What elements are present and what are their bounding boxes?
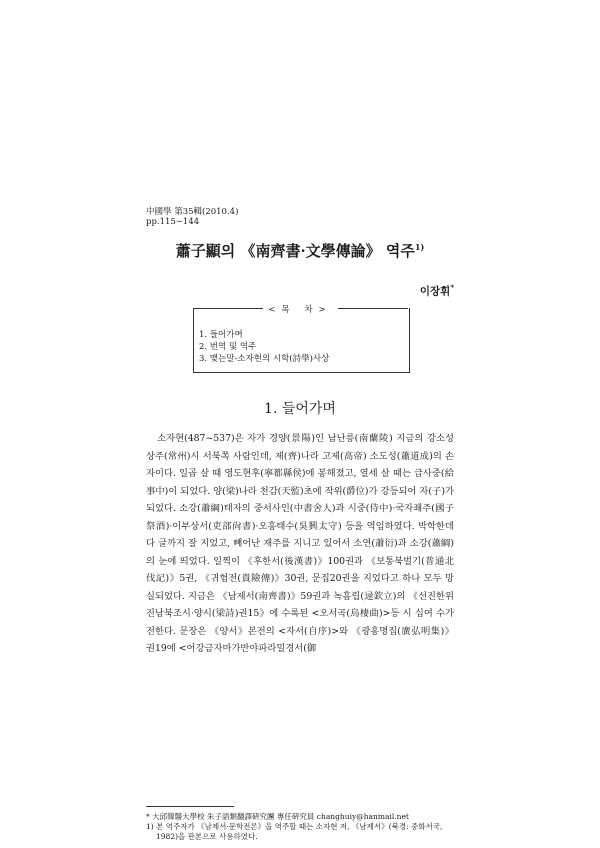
page-range: pp.115∼144 — [146, 217, 200, 227]
author-name: 이장휘 — [419, 285, 451, 298]
author-mark: * — [450, 283, 454, 292]
footnotes — [146, 812, 456, 842]
toc-item: 3. 맺는말-소자현의 시학(詩學)사상 — [199, 354, 330, 364]
toc-label: <목 차> — [268, 305, 332, 315]
journal-info: 中國學 第35輯(2010.4) — [146, 207, 239, 217]
toc-list — [199, 329, 329, 365]
section-heading: 1. 들어가며 — [264, 401, 336, 417]
footnote-divider — [146, 806, 234, 807]
running-header — [146, 207, 238, 227]
paper-title-text: 蕭子顯의 《南齊書·文學傳論》 역주 — [175, 242, 415, 260]
body-paragraph: 소자현(487~537)은 자가 경양(景陽)인 남난릉(南蘭陵) 지금의 강소성 상주(常州)시 서북쪽 사람인데, 제(齊)나라 고제(高帝) 소도성(蕭道成)의 손자이다. 일곱 살 때 영도현후(寧都縣侯)에 봉해졌고, 열세 살 때는 급사중(給事中)이 되었다. 양(梁)나라 천감(天監)초에 작위(爵位)가 강등되어 자(子)가 되었다. 소강(蕭綱)태자의 중서사인(中書舍人)과 시중(侍中)·국자좨주(國子祭酒)·이부상서(吏部尙書)·오흥태수(吳興太守) 등을 역임하였다. 박학한데다 글까지 잘 지었고, 빼어난 재주를 지니고 있어서 소연(蕭衍)과 소강(蕭綱)의 눈에 띄었다. 일찍이 《후한서(後漢書)》100권과 《보통북벌기(普通北伐記)》5권, 《귀험전(貴險傳)》30권, 문집20권을 지었다고 하나 모두 망실되었다. 지금은 《남제서(南齊書)》59권과 녹흠립(逯欽立)의 《선진한위진남북조시·양시(梁詩)권15》에 수록된 <오서곡(烏棲曲)>등 시 십여 수가 전한다. 문장은 《양서》본전의 <자서(自序)>와 《광홍명집(廣弘明集)》권19에 <어강금자마가반야파라밀경서(御 — [146, 433, 454, 654]
footnote-1: 1) 본 역주자가 《남제서·문학전론》을 역주할 때는 소자현 저, 《남제서》(북경: 중화서국, 1982)을 판본으로 사용하였다. — [146, 822, 443, 841]
title-footnote-mark: 1) — [414, 242, 425, 252]
toc-item: 1. 들어가며 — [199, 330, 243, 340]
toc-item: 2. 번역 및 역주 — [199, 342, 257, 352]
paper-title — [0, 240, 600, 261]
author-line — [420, 283, 454, 299]
footnote-affiliation: * 大邱韓醫大學校 朱子語類翻譯硏究團 專任硏究員 changhuiy@hanmail.net — [146, 812, 409, 821]
